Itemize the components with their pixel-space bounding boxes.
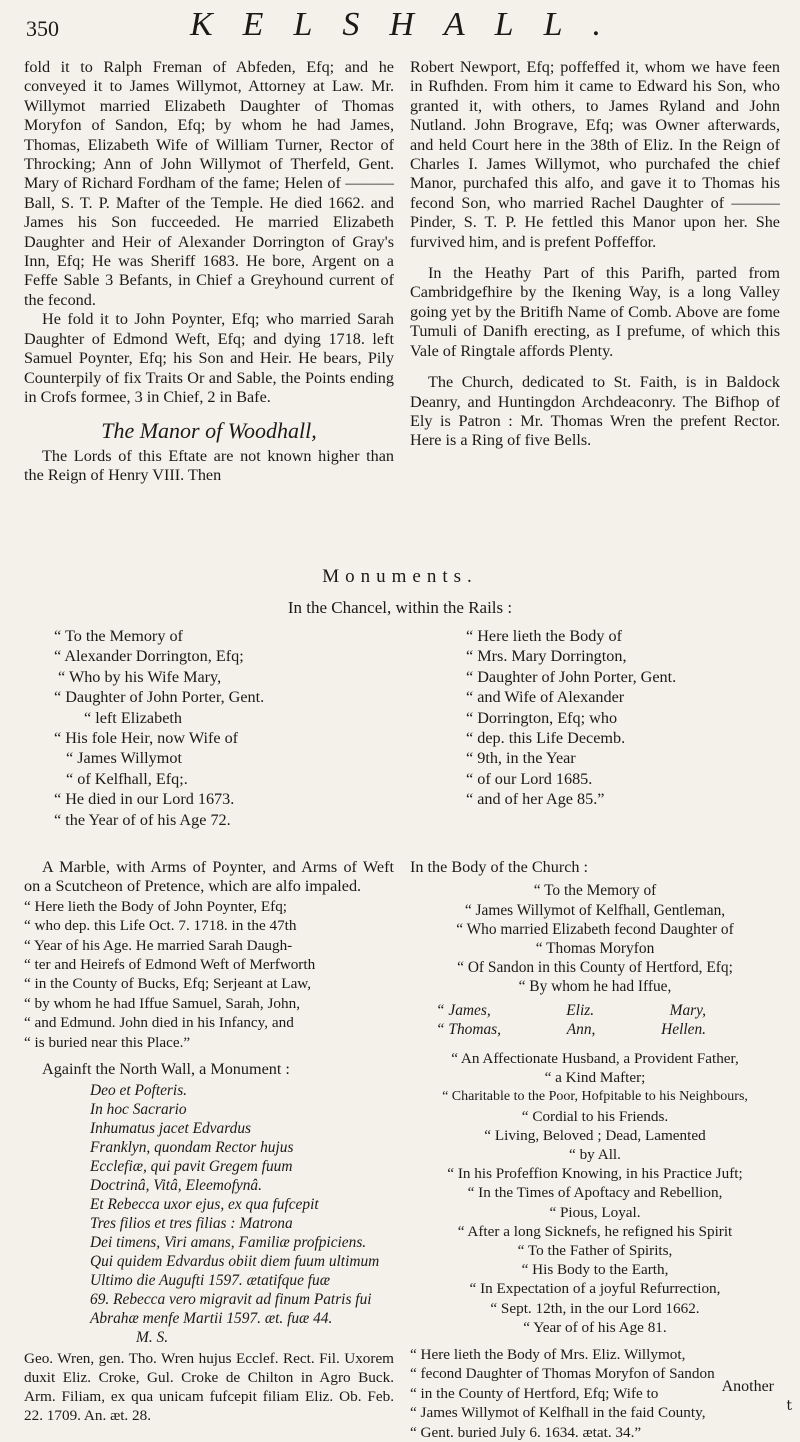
latin-line: Doctrinâ, Vitâ, Eleemofynâ. (90, 1177, 262, 1195)
child-name: Ann, (566, 1020, 596, 1038)
body-line: “ by All. (569, 1146, 621, 1164)
latin-line: Qui quidem Edvardus obiit diem fuum ultimum (90, 1253, 380, 1271)
poynter-line: “ in the County of Bucks, Efq; Serjeant at Law, (24, 975, 312, 993)
body-line: “ a Kind Mafter; (544, 1069, 646, 1087)
body-line: “ To the Father of Spirits, (517, 1242, 673, 1260)
latin-line: Franklyn, quondam Rector hujus (90, 1139, 294, 1157)
body-line: “ His Body to the Earth, (521, 1261, 669, 1279)
body-line: “ Of Sandon in this County of Hertford, Efq; (457, 959, 733, 977)
manor-heading: The Manor of Woodhall, (101, 418, 317, 444)
child-name: Eliz. (566, 1001, 595, 1019)
latin-line: Ultimo die Augufti 1597. ætatifque fuæ (90, 1272, 330, 1290)
left-intro-paragraph: fold it to Ralph Freman of Abfeden, Efq; and he conveyed it to James Willymot, Attorney at Law. Mr. Willymot married Elizabeth Daughter of Thomas Moryfon of Sandon, Efq; by whom he had James, Thomas, Elizabeth Wife of William Turner, Rector of Throcking; Ann of John Willymot of Therfeld, Gent. Mary of Richard Fordham of the fame; Helen of ——— Ball, S. T. P. Mafter of the Temple. He died 1662. and James his Son fucceeded. He married Elizabeth Daughter and Heir of Alexander Dorrington of Gray's Inn, Efq; He was Sheriff 1683. He bore, Argent on a Feffe Sable 3 Befants, in Chief a Greyhound current of the fecond. (24, 58, 394, 309)
inscription-line: “ and Wife of Alexander (466, 688, 625, 707)
franklyn-monument (24, 1060, 394, 1425)
body-line: “ In the Times of Apoftacy and Rebellion, (467, 1184, 723, 1202)
body-line: “ Charitable to the Poor, Hofpitable to his Neighbours, (442, 1089, 748, 1105)
inscription-line: “ the Year of of his Age 72. (54, 810, 231, 829)
body-line: “ James Willymot of Kelfhall, Gentleman, (464, 901, 726, 919)
latin-line: Abrahæ menfe Martii 1597. æt. fuæ 44. (90, 1310, 333, 1328)
inscription-line: “ of our Lord 1685. (466, 769, 593, 788)
poynter-line: “ ter and Heirefs of Edmond Weft of Merfworth (24, 956, 316, 974)
body-line: “ Year of of his Age 81. (523, 1318, 667, 1336)
child-name: “ James, (436, 1001, 491, 1019)
body-line: “ Who married Elizabeth fecond Daughter of (456, 920, 734, 938)
latin-line: Inhumatus jacet Edvardus (90, 1120, 252, 1138)
body-line: “ In Expectation of a joyful Refurrection, (469, 1280, 721, 1298)
left-column-top (24, 58, 394, 486)
catchword: Another (721, 1378, 774, 1395)
inscription-line: “ of Kelfhall, Efq;. (66, 769, 188, 788)
inscription-line: “ Here lieth the Body of (466, 627, 622, 645)
body-line: “ James Willymot of Kelfhall in the faid County, (410, 1404, 706, 1422)
poynter-line: “ and Edmund. John died in his Infancy, and (24, 1014, 294, 1032)
inscription-line: “ Daughter of John Porter, Gent. (54, 688, 265, 707)
child-name: “ Thomas, (436, 1020, 502, 1038)
poynter-intro: A Marble, with Arms of Poynter, and Arms of Weft on a Scutcheon of Pretence, which are alfo impaled. (24, 858, 394, 896)
child-name: Hellen. (661, 1020, 706, 1038)
poynter-monument (24, 858, 394, 1052)
body-line: “ Living, Beloved ; Dead, Lamented (484, 1126, 706, 1144)
church-body-inscription (410, 858, 780, 1442)
wren-note: Geo. Wren, gen. Tho. Wren hujus Ecclef. Rect. Fil. Uxorem duxit Eliz. Croke, Gul. Croke de Chilton in Agro Buck. Arm. Filiam, ex qua unicam fufcepit filiam Eliz. Ob. Feb. 22. 1709. An. æt. 28. (24, 1350, 394, 1425)
latin-line: M. S. (136, 1329, 169, 1347)
body-line: “ Thomas Moryfon (535, 940, 655, 958)
inscription-line: “ His fole Heir, now Wife of (54, 729, 239, 748)
monuments-heading: Monuments. (322, 566, 478, 587)
body-line: “ in the County of Hertford, Efq; Wife to (410, 1384, 659, 1402)
body-line: “ Cordial to his Friends. (521, 1107, 669, 1125)
signature-mark: t (786, 1398, 792, 1414)
body-line: “ To the Memory of (533, 882, 657, 900)
inscription-line: “ Daughter of John Porter, Gent. (466, 667, 677, 686)
inscription-line: “ Mrs. Mary Dorrington, (466, 647, 627, 666)
latin-line: Dei timens, Viri amans, Familiæ profpiciens. (90, 1234, 367, 1252)
left-second-paragraph: He fold it to John Poynter, Efq; who married Sarah Daughter of Edmond Weft, Efq; and dying 1718. left Samuel Poynter, Efq; his Son and Heir. He bears, Pily Counterpily of fix Traits Or and Sable, the Points ending in Crofs formee, 3 in Chief, 2 in Bafe. (24, 310, 394, 406)
inscription-line: “ dep. this Life Decemb. (466, 729, 626, 748)
chancel-heading: In the Chancel, within the Rails : (287, 598, 513, 617)
inscription-line: “ and of her Age 85.” (466, 790, 605, 809)
latin-line: In hoc Sacrario (90, 1101, 187, 1119)
latin-line: Ecclefiæ, qui pavit Gregem fuum (90, 1158, 293, 1176)
body-line: “ Pious, Loyal. (549, 1203, 641, 1221)
latin-line: Et Rebecca uxor ejus, ex qua fufcepit (90, 1196, 319, 1214)
latin-line: Tres filios et tres filias : Matrona (90, 1215, 293, 1233)
page-number: 350 (26, 16, 59, 41)
latin-line: 69. Rebecca vero migravit ad finum Patris fui (90, 1291, 372, 1309)
inscription-line: “ James Willymot (66, 749, 182, 768)
heathy-paragraph: In the Heathy Part of this Parifh, parted from Cambridgefhire by the Ikening Way, is a long Valley going yet by the Britifh Name of Comb. Above are fome Tumuli of Danifh erecting, as I prefume, of which this Vale of Ringtale affords Plenty. (410, 264, 780, 360)
poynter-line: “ who dep. this Life Oct. 7. 1718. in the 47th (24, 917, 297, 935)
body-line: “ After a long Sicknefs, he refigned his Spirit (457, 1222, 733, 1240)
inscription-line: “ 9th, in the Year (466, 749, 576, 768)
inscription-line: “ left Elizabeth (84, 708, 182, 727)
poynter-line: “ by whom he had Iffue Samuel, Sarah, John, (24, 994, 300, 1012)
child-name: Mary, (669, 1001, 706, 1019)
poynter-line: “ is buried near this Place.” (24, 1033, 191, 1051)
poynter-line: “ Year of his Age. He married Sarah Daugh- (24, 936, 293, 954)
running-title: KELSHALL. (190, 6, 631, 43)
inscription-line: “ Dorrington, Efq; who (466, 708, 618, 727)
church-body-heading: In the Body of the Church : (410, 858, 589, 876)
inscription-line: “ He died in our Lord 1673. (54, 790, 235, 809)
body-line: “ Sept. 12th, in the our Lord 1662. (490, 1299, 700, 1317)
inscription-line: “ Who by his Wife Mary, (58, 667, 222, 686)
body-line: “ In his Profeffion Knowing, in his Practice Juft; (447, 1165, 743, 1183)
latin-line: Deo et Pofteris. (90, 1082, 188, 1100)
body-line: “ An Affectionate Husband, a Provident Father, (451, 1050, 739, 1068)
inscription-line: “ Alexander Dorrington, Efq; (54, 647, 244, 666)
body-line: “ Here lieth the Body of Mrs. Eliz. Willymot, (410, 1346, 686, 1364)
right-column-top (410, 58, 780, 451)
right-intro-paragraph: Robert Newport, Efq; poffeffed it, whom we have feen in Rufhden. From him it came to Edward his Son, who granted it, with others, to James Ryland and John Nutland. John Brograve, Efq; was Owner afterwards, and held Court here in the 38th of Eliz. In the Reign of Charles I. James Willymot, who purchafed the chief Manor, purchafed this alfo, and gave it to Thomas his fecond Son, who married Rachel Daughter of ——— Pinder, S. T. P. He fettled this Manor upon her. She furvived him, and is prefent Poffeffor. (410, 58, 780, 251)
poynter-line: “ Here lieth the Body of John Poynter, Efq; (24, 897, 288, 915)
body-line: “ By whom he had Iffue, (518, 978, 672, 996)
inscription-line: “ To the Memory of (54, 627, 183, 645)
manor-paragraph: The Lords of this Eftate are not known higher than the Reign of Henry VIII. Then (24, 446, 394, 485)
franklyn-intro: Againft the North Wall, a Monument : (42, 1060, 290, 1078)
body-line: “ fecond Daughter of Thomas Moryfon of Sandon (410, 1365, 715, 1383)
body-line: “ Gent. buried July 6. 1634. ætat. 34.” (410, 1423, 642, 1441)
mary-dorrington-inscription (466, 626, 786, 810)
dorrington-inscription (54, 626, 394, 830)
church-paragraph: The Church, dedicated to St. Faith, is in Baldock Deanry, and Huntingdon Archdeaconry. The Bifhop of Ely is Patron : Mr. Thomas Wren the prefent Rector. Here is a Ring of five Bells. (410, 373, 780, 450)
